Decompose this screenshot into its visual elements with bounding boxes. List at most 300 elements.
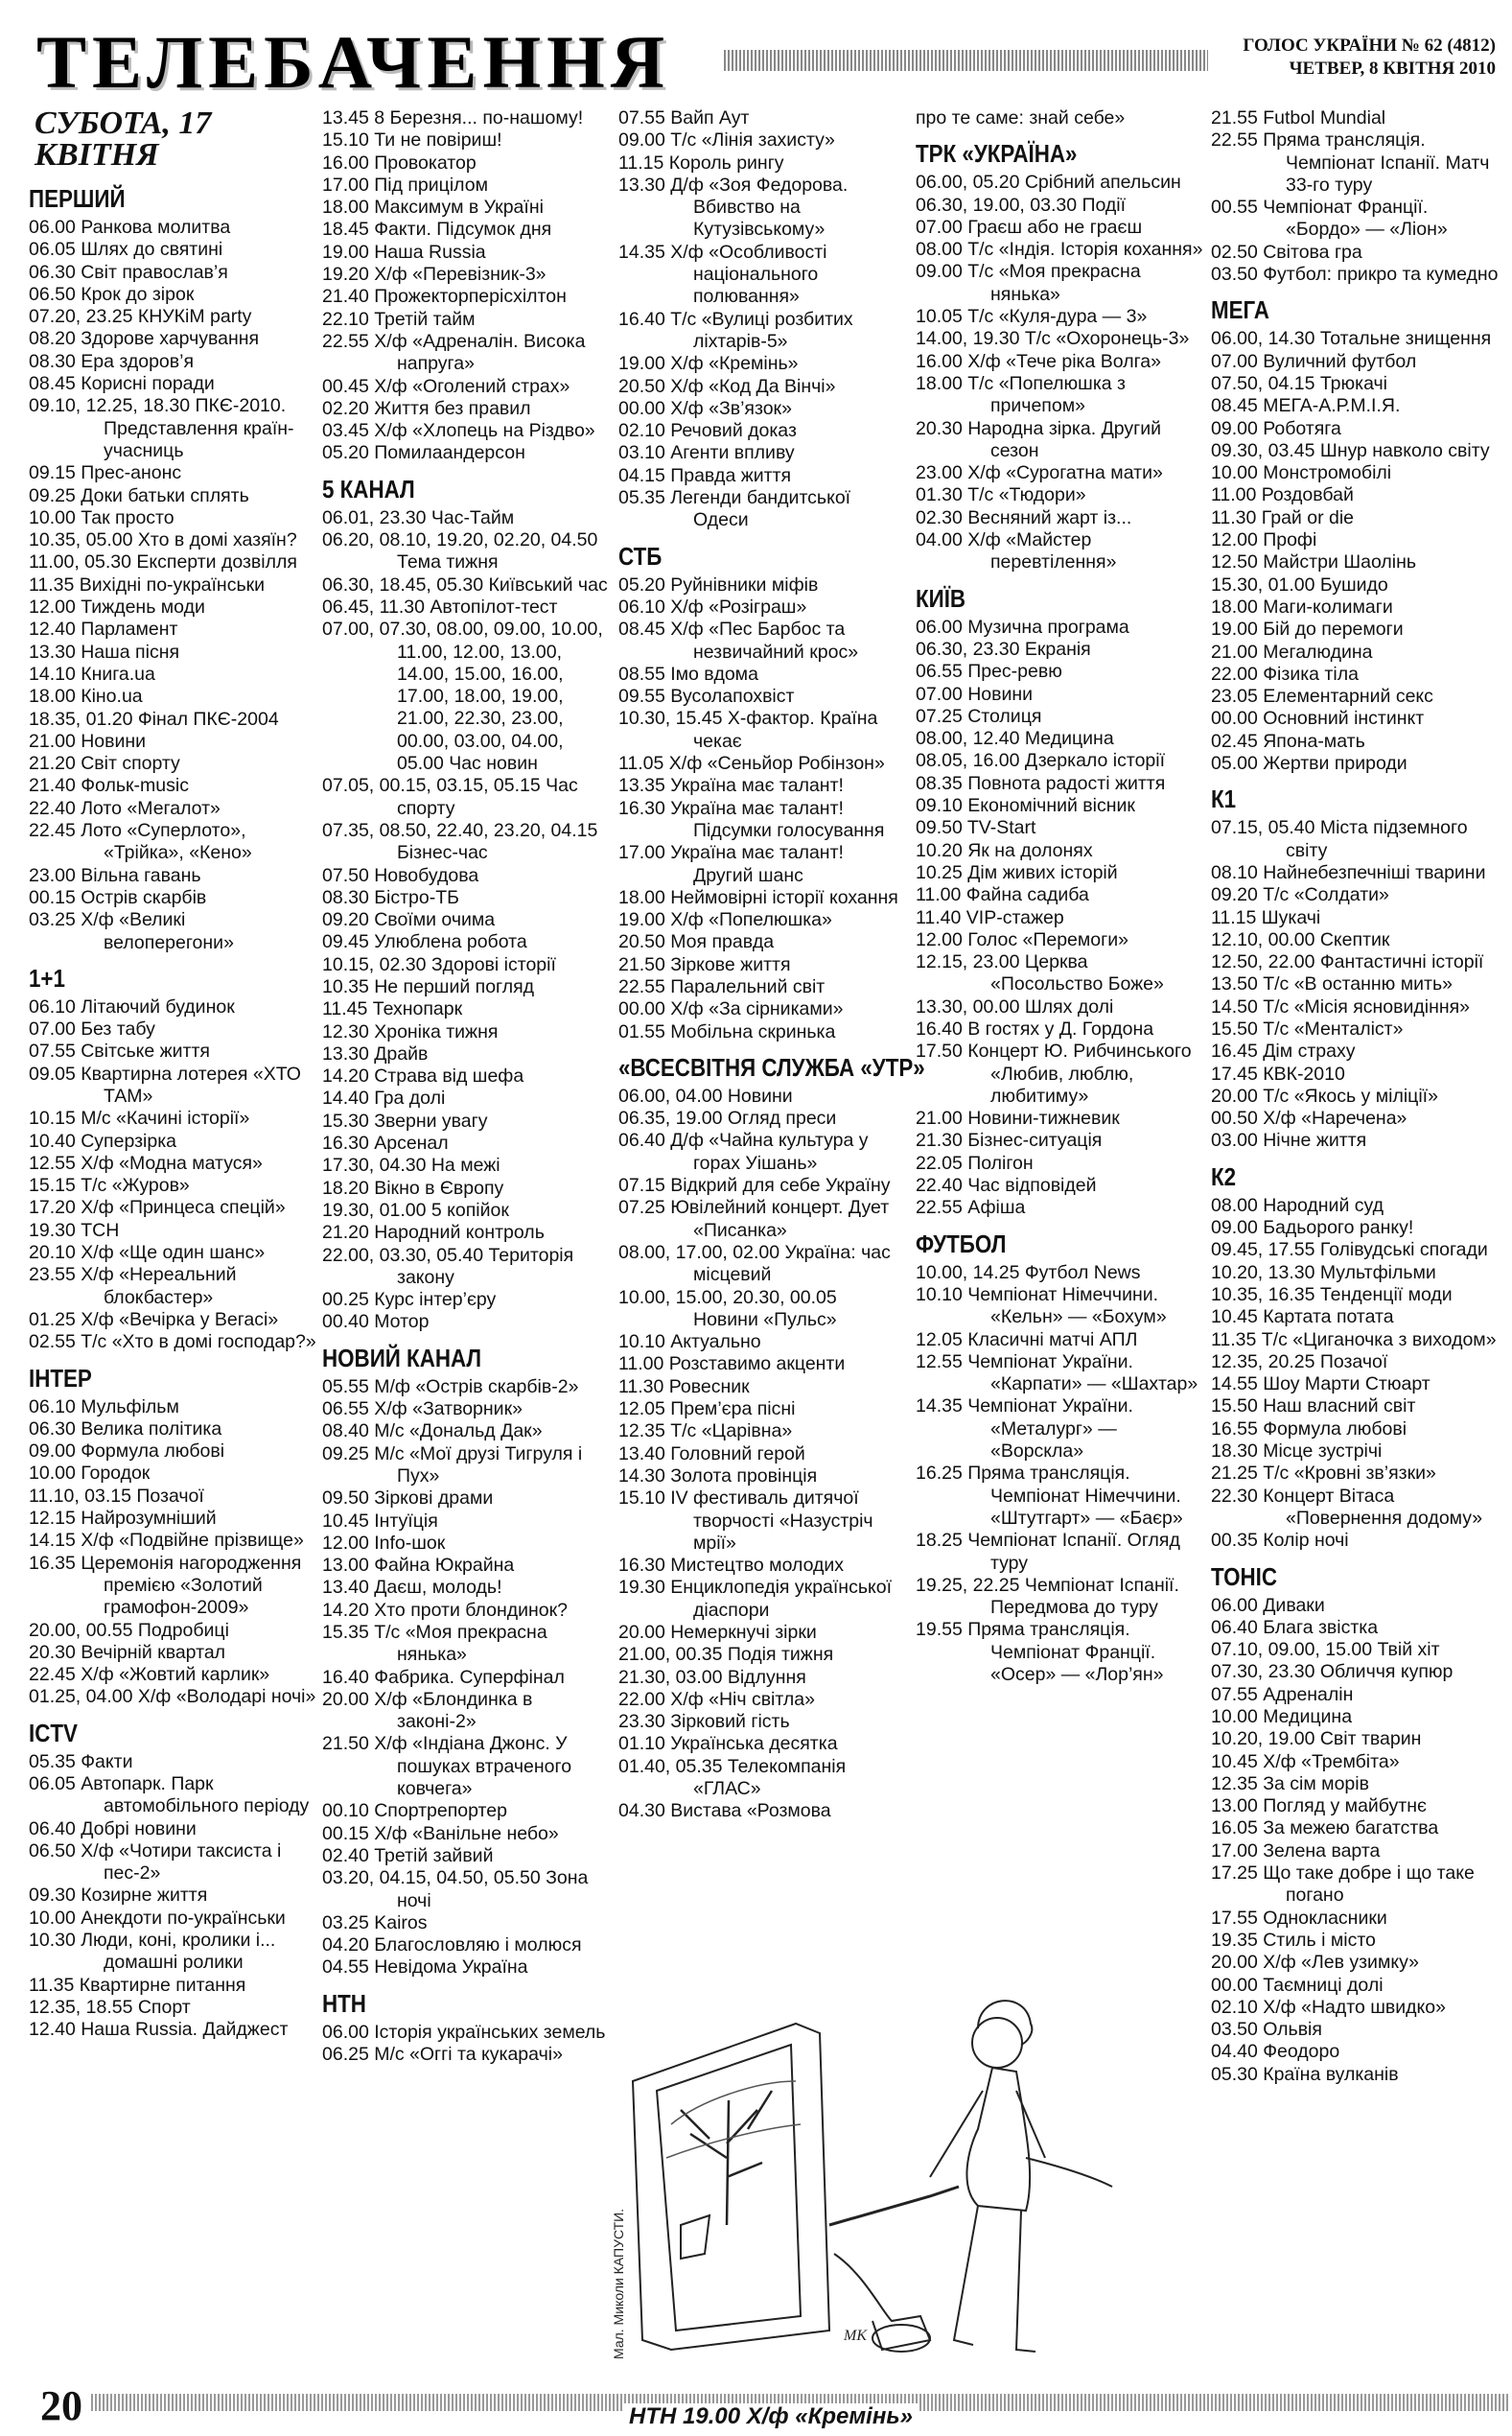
programme-row: 11.00, 05.30 Експерти дозвілля (29, 551, 297, 574)
programme-row: 02.10 Х/ф «Надто швидко» (1211, 1996, 1446, 2018)
programme-row: 00.00 Х/ф «За сірниками» (618, 998, 844, 1020)
programme-row: 12.00 Голос «Перемоги» (916, 928, 1128, 950)
programme-row: 06.40 Д/ф «Чайна культура у горах Уішань» (618, 1130, 869, 1174)
programme-row: 07.00 Без табу (29, 1019, 155, 1041)
programme-row: 20.50 Моя правда (618, 931, 775, 953)
programme-row: 07.00, 07.30, 08.00, 09.00, 10.00, 11.00, 12.00, 13.00, 14.00, 15.00, 16.00, 17.00, 18.00, 19.00, 21.00, 22.30, 23.00, 00.00, 03.00, 04.00, 05.00 Час новин (322, 619, 603, 775)
programme-row: 06.00, 05.20 Срібний апельсин (916, 172, 1181, 194)
programme-row: 07.25 Ювілейний концерт. Дует «Писанка» (618, 1197, 890, 1241)
programme-row: 13.45 8 Березня... по-нашому! (322, 107, 584, 129)
programme-row: про те саме: знай себе» (916, 107, 1126, 129)
programme-row: 15.35 Т/с «Моя прекрасна нянька» (322, 1622, 547, 1666)
programme-row: 08.35 Повнота радості життя (916, 772, 1166, 794)
page-number: 20 (40, 2382, 90, 2430)
programme-row: 08.20 Здорове харчування (29, 328, 260, 350)
programme-row: 14.55 Шоу Марти Стюарт (1211, 1373, 1431, 1395)
programme-row: 21.40 Прожекторперісхілтон (322, 286, 567, 308)
programme-row: 10.00, 15.00, 20.30, 00.05 Новини «Пульс» (618, 1286, 837, 1330)
programme-row: 18.00 Максимум в Україні (322, 197, 544, 219)
programme-row: 07.50, 04.15 Трюкачі (1211, 372, 1388, 394)
programme-row: 16.40 Фабрика. Суперфінал (322, 1666, 565, 1688)
programme-row: 14.15 Х/ф «Подвійне прізвище» (29, 1530, 304, 1552)
programme-row: 08.05, 16.00 Дзеркало історії (916, 750, 1166, 772)
programme-row: 06.05 Шлях до святині (29, 239, 223, 261)
programme-row: 06.00 Ранкова молитва (29, 217, 231, 238)
channel-heading: ПЕРШИЙ (29, 184, 126, 213)
page-footer (0, 2384, 1512, 2436)
programme-row: 16.55 Формула любові (1211, 1417, 1407, 1440)
programme-row: 08.55 Імо вдома (618, 663, 758, 685)
programme-row: 08.00 Народний суд (1211, 1194, 1384, 1216)
programme-row: 05.30 Країна вулканів (1211, 2063, 1399, 2085)
programme-row: 19.20 Х/ф «Перевізник-3» (322, 264, 547, 286)
programme-row: 10.00 Медицина (1211, 1706, 1353, 1727)
programme-row: 08.10 Найнебезпечніші тварини (1211, 861, 1486, 883)
programme-row: 16.00 Х/ф «Тече ріка Волга» (916, 350, 1161, 372)
programme-row: 11.00 Розставимо акценти (618, 1353, 846, 1375)
programme-row: 09.25 Доки батьки сплять (29, 484, 249, 506)
masthead-rule (724, 50, 1208, 71)
programme-row: 11.05 Х/ф «Сеньйор Робінзон» (618, 753, 885, 775)
programme-row: 07.55 Світське життя (29, 1041, 210, 1063)
programme-row: 22.45 Х/ф «Жовтий карлик» (29, 1664, 270, 1686)
programme-row: 20.00 Т/с «Якось у міліції» (1211, 1085, 1438, 1107)
programme-row: 11.35 Квартирне питання (29, 1974, 246, 1996)
programme-row: 05.35 Факти (29, 1750, 133, 1772)
programme-row: 12.50, 22.00 Фантастичні історії (1211, 951, 1484, 973)
programme-row: 21.50 Х/ф «Індіана Джонс. У пошуках втраченого ковчега» (322, 1733, 572, 1800)
programme-row: 06.40 Блага звістка (1211, 1616, 1379, 1638)
programme-row: 15.30 Зверни увагу (322, 1110, 488, 1132)
programme-row: 06.30 Велика політика (29, 1417, 222, 1440)
programme-row: 18.45 Факти. Підсумок дня (322, 219, 552, 241)
programme-row: 00.35 Колір ночі (1211, 1530, 1349, 1552)
programme-row: 09.20 Своїми очима (322, 909, 496, 931)
programme-row: 11.30 Ровесник (618, 1375, 750, 1397)
programme-row: 08.45 Корисні поради (29, 373, 215, 395)
schedule-column-1 (29, 107, 316, 2042)
programme-row: 17.00 Під прицілом (322, 174, 489, 196)
channel-heading: ФУТБОЛ (916, 1229, 1007, 1258)
programme-row: 09.10, 12.25, 18.30 ПКЄ-2010. Представлення країн-учасниць (29, 395, 294, 461)
programme-row: 08.45 Х/ф «Пес Барбос та незвичайний крос» (618, 619, 859, 663)
programme-row: 16.40 В гостях у Д. Гордона (916, 1018, 1154, 1040)
programme-row: 16.40 Т/с «Вулиці розбитих ліхтарів-5» (618, 308, 853, 352)
programme-row: 09.00 Бадьорого ранку! (1211, 1217, 1414, 1239)
programme-row: 10.35 Не перший погляд (322, 975, 535, 997)
programme-row: 23.00 Вільна гавань (29, 864, 201, 886)
programme-row: 09.45, 17.55 Голівудські спогади (1211, 1239, 1488, 1261)
programme-row: 21.40 Фольк-music (29, 775, 189, 797)
programme-row: 16.45 Дім страху (1211, 1041, 1356, 1063)
programme-row: 00.00 Х/ф «Зв’язок» (618, 397, 792, 419)
programme-row: 01.10 Українська десятка (618, 1733, 838, 1755)
programme-row: 00.15 Острів скарбів (29, 886, 207, 908)
programme-row: 18.00 Т/с «Попелюшка з причепом» (916, 372, 1126, 417)
programme-row: 22.45 Лото «Суперлото», «Трійка», «Кено» (29, 820, 252, 864)
programme-row: 03.50 Ольвія (1211, 2019, 1322, 2041)
programme-row: 15.15 Т/с «Журов» (29, 1175, 190, 1197)
programme-row: 09.25 М/с «Мої друзі Тигруля і Пух» (322, 1442, 583, 1487)
programme-row: 08.40 М/с «Дональд Дак» (322, 1420, 543, 1442)
programme-row: 20.00 Х/ф «Лев узимку» (1211, 1952, 1419, 1974)
programme-row: 12.35, 20.25 Позачої (1211, 1350, 1388, 1372)
issue-info (1243, 35, 1496, 81)
programme-row: 08.00, 17.00, 02.00 Україна: час місцевий (618, 1241, 891, 1286)
programme-row: 22.40 Час відповідей (916, 1175, 1097, 1197)
programme-row: 06.00 Історія українських земель (322, 2021, 606, 2043)
programme-row: 12.10, 00.00 Скептик (1211, 928, 1390, 950)
programme-row: 07.10, 09.00, 15.00 Твій хіт (1211, 1639, 1440, 1661)
programme-row: 12.00 Info-шок (322, 1532, 446, 1554)
programme-row: 08.30 Ера здоров’я (29, 350, 195, 372)
programme-row: 15.30, 01.00 Бушидо (1211, 574, 1388, 596)
programme-row: 17.00 Україна має талант! Другий шанс (618, 842, 844, 886)
programme-row: 19.30 ТСН (29, 1219, 120, 1241)
programme-row: 21.50 Зіркове життя (618, 953, 791, 975)
programme-row: 07.00 Граєш або не граєш (916, 216, 1143, 238)
programme-row: 06.20, 08.10, 19.20, 02.20, 04.50 Тема тижня (322, 529, 598, 574)
programme-row: 02.55 Т/с «Хто в домі господар?» (29, 1331, 316, 1353)
programme-row: 00.15 Х/ф «Ванільне небо» (322, 1822, 559, 1844)
programme-row: 12.05 Класичні матчі АПЛ (916, 1328, 1138, 1350)
programme-row: 22.55 Афіша (916, 1197, 1026, 1219)
programme-row: 12.40 Парламент (29, 619, 178, 641)
programme-row: 13.35 Україна має талант! (618, 775, 844, 797)
channel-heading: К2 (1211, 1161, 1237, 1191)
programme-row: 16.35 Церемонія нагородження премією «Золотий грамофон-2009» (29, 1552, 302, 1619)
programme-row: 16.00 Провокатор (322, 152, 477, 174)
programme-row: 06.50 Крок до зірок (29, 283, 195, 305)
programme-row: 10.20, 13.30 Мультфільми (1211, 1261, 1436, 1283)
programme-row: 17.55 Однокласники (1211, 1907, 1387, 1929)
programme-row: 06.10 Літаючий будинок (29, 995, 235, 1018)
schedule-column-4 (916, 107, 1203, 1686)
programme-row: 07.25 Столиця (916, 705, 1042, 727)
schedule-column-5 (1211, 107, 1499, 2086)
programme-row: 18.30 Місце зустрічі (1211, 1441, 1383, 1463)
programme-row: 19.35 Стиль і місто (1211, 1929, 1376, 1951)
programme-row: 10.00 Монстромобілі (1211, 462, 1392, 484)
programme-row: 13.00 Погляд у майбутнє (1211, 1795, 1427, 1817)
programme-row: 21.20 Народний контроль (322, 1222, 545, 1244)
programme-row: 19.00 Бій до перемоги (1211, 619, 1404, 641)
programme-row: 11.30 Грай or die (1211, 506, 1355, 528)
programme-row: 23.05 Елементарний секс (1211, 686, 1433, 708)
programme-row: 11.00 Роздовбай (1211, 484, 1354, 506)
programme-row: 19.00 Наша Russia (322, 241, 486, 263)
programme-row: 02.10 Речовий доказ (618, 420, 797, 442)
programme-row: 08.00, 12.40 Медицина (916, 728, 1114, 750)
programme-row: 14.40 Гра долі (322, 1088, 446, 1110)
programme-row: 22.55 Паралельний світ (618, 975, 826, 997)
programme-row: 18.35, 01.20 Фінал ПКЄ-2004 (29, 708, 279, 730)
channel-heading: 1+1 (29, 963, 65, 993)
programme-row: 01.25, 04.00 Х/ф «Володарі ночі» (29, 1686, 316, 1708)
programme-row: 06.50 Х/ф «Чотири таксиста і пес-2» (29, 1839, 282, 1885)
programme-row: 13.30, 00.00 Шлях долі (916, 995, 1114, 1018)
programme-row: 18.00 Неймовірні історії кохання (618, 886, 898, 908)
programme-row: 23.30 Зірковий гість (618, 1711, 790, 1733)
programme-row: 07.15, 05.40 Міста підземного світу (1211, 817, 1468, 861)
programme-row: 07.30, 23.30 Обличчя купюр (1211, 1661, 1454, 1683)
programme-row: 06.30, 18.45, 05.30 Київський час (322, 574, 608, 596)
programme-row: 22.00 Фізика тіла (1211, 663, 1359, 685)
programme-row: 17.25 Що таке добре і що таке погано (1211, 1862, 1475, 1907)
channel-heading: ТРК «УКРАЇНА» (916, 139, 1078, 169)
programme-row: 11.15 Шукачі (1211, 906, 1321, 928)
programme-row: 07.00 Вуличний футбол (1211, 350, 1417, 372)
programme-row: 06.01, 23.30 Час-Тайм (322, 506, 515, 528)
programme-row: 11.00 Файна садиба (916, 884, 1089, 906)
programme-row: 05.55 М/ф «Острів скарбів-2» (322, 1375, 579, 1397)
paper-issue: ГОЛОС УКРАЇНИ № 62 (4812) (1243, 35, 1496, 56)
programme-row: 06.00, 14.30 Тотальне знищення (1211, 328, 1492, 350)
programme-row: 16.30 Україна має талант! Підсумки голосування (618, 797, 885, 841)
programme-row: 21.00, 00.35 Подія тижня (618, 1644, 834, 1666)
programme-row: 19.25, 22.25 Чемпіонат Іспанії. Передмова до туру (916, 1574, 1179, 1619)
programme-row: 11.40 VIP-стажер (916, 906, 1064, 928)
programme-row: 00.25 Курс інтер’єру (322, 1289, 497, 1311)
schedule-column-2 (322, 107, 610, 2066)
programme-row: 22.55 Пряма трансляція. Чемпіонат Іспанії. Матч 33-го туру (1211, 129, 1490, 196)
programme-row: 00.40 Мотор (322, 1311, 430, 1333)
programme-row: 19.30, 01.00 5 копійок (322, 1199, 509, 1221)
programme-row: 10.00 Так просто (29, 506, 174, 528)
programme-row: 10.00 Анекдоти по-українськи (29, 1907, 286, 1929)
programme-row: 22.00, 03.30, 05.40 Територія закону (322, 1244, 574, 1288)
programme-row: 00.45 Х/ф «Оголений страх» (322, 375, 570, 397)
programme-row: 07.15 Відкрий для себе Україну (618, 1175, 891, 1197)
programme-row: 21.25 Т/с «Кровні зв’язки» (1211, 1463, 1436, 1485)
programme-row: 18.00 Маги-колимаги (1211, 596, 1393, 618)
programme-row: 17.00 Зелена варта (1211, 1839, 1381, 1862)
programme-row: 01.55 Мобільна скринька (618, 1020, 836, 1042)
channel-heading: ICTV (29, 1718, 78, 1747)
programme-row: 21.55 Futbol Mundial (1211, 107, 1386, 129)
programme-row: 09.00 Роботяга (1211, 417, 1341, 439)
programme-row: 09.15 Прес-анонс (29, 462, 182, 484)
programme-row: 06.05 Автопарк. Парк автомобільного періоду (29, 1773, 310, 1817)
programme-row: 10.00 Городок (29, 1463, 151, 1485)
programme-row: 10.30, 15.45 Х-фактор. Країна чекає (618, 708, 878, 752)
programme-row: 17.20 Х/ф «Принцеса спецій» (29, 1197, 286, 1219)
programme-row: 09.50 Зіркові драми (322, 1487, 494, 1510)
programme-row: 11.35 Вихідні по-українськи (29, 574, 266, 596)
channel-heading: СТБ (618, 541, 663, 571)
programme-row: 06.10 Х/ф «Розіграш» (618, 596, 807, 618)
programme-row: 16.30 Арсенал (322, 1133, 449, 1155)
programme-row: 03.10 Агенти впливу (618, 442, 795, 464)
programme-row: 17.45 КВК-2010 (1211, 1063, 1345, 1085)
programme-row: 00.10 Спортрепортер (322, 1800, 507, 1822)
programme-row: 02.50 Світова гра (1211, 241, 1362, 263)
programme-row: 01.40, 05.35 Телекомпанія «ГЛАС» (618, 1755, 847, 1800)
programme-row: 04.15 Правда життя (618, 464, 792, 486)
programme-row: 14.35 Чемпіонат України. «Металург» — «Ворскла» (916, 1395, 1133, 1463)
programme-row: 09.10 Економічний вісник (916, 795, 1135, 817)
programme-row: 06.00 Диваки (1211, 1594, 1325, 1616)
programme-row: 03.00 Нічне життя (1211, 1130, 1367, 1152)
programme-row: 15.50 Т/с «Менталіст» (1211, 1018, 1404, 1040)
programme-row: 22.40 Лото «Мегалот» (29, 797, 221, 819)
programme-row: 12.50 Майстри Шаолінь (1211, 551, 1417, 574)
programme-row: 06.45, 11.30 Автопілот-тест (322, 596, 558, 618)
programme-row: 06.10 Мульфільм (29, 1395, 179, 1417)
programme-row: 13.30 Драйв (322, 1042, 429, 1065)
programme-row: 15.50 Наш власний світ (1211, 1395, 1416, 1417)
programme-row: 08.30 Бістро-ТБ (322, 886, 459, 908)
programme-row: 12.35, 18.55 Спорт (29, 1996, 191, 2018)
programme-row: 22.55 Х/ф «Адреналін. Висока напруга» (322, 330, 586, 375)
programme-row: 22.30 Концерт Вітаса «Повернення додому» (1211, 1485, 1483, 1529)
programme-row: 09.45 Улюблена робота (322, 931, 527, 953)
programme-row: 15.10 IV фестиваль дитячої творчості «Назустріч мрії» (618, 1487, 873, 1554)
programme-row: 09.05 Квартирна лотерея «ХТО ТАМ» (29, 1063, 301, 1107)
programme-row: 09.50 TV-Start (916, 817, 1036, 839)
programme-row: 10.35, 05.00 Хто в домі хазяїн? (29, 529, 297, 551)
channel-heading: «ВСЕСВІТНЯ СЛУЖБА «УТР» (618, 1052, 925, 1082)
programme-row: 05.35 Легенди бандитської Одеси (618, 487, 851, 531)
programme-row: 07.05, 00.15, 03.15, 05.15 Час спорту (322, 775, 578, 819)
programme-row: 19.55 Пряма трансляція. Чемпіонат Франції. «Осер» — «Лор’ян» (916, 1619, 1164, 1685)
programme-row: 10.45 Інтуїція (322, 1510, 438, 1532)
programme-row: 04.30 Вистава «Розмова (618, 1800, 831, 1822)
programme-row: 12.35 За сім морів (1211, 1772, 1369, 1794)
channel-heading: ІНТЕР (29, 1363, 92, 1393)
channel-heading: НТН (322, 1988, 366, 2018)
programme-row: 20.10 Х/ф «Ще один шанс» (29, 1242, 266, 1264)
programme-row: 06.55 Прес-ревю (916, 661, 1062, 683)
section-title: ТЕЛЕБАЧЕННЯ (36, 20, 671, 104)
programme-row: 14.35 Х/ф «Особливості національного полювання» (618, 241, 827, 308)
programme-row: 03.45 Х/ф «Хлопець на Різдво» (322, 420, 595, 442)
programme-row: 10.00, 14.25 Футбол News (916, 1261, 1141, 1283)
programme-row: 05.20 Помилаандерсон (322, 442, 525, 464)
programme-row: 02.20 Життя без правил (322, 397, 531, 419)
programme-row: 09.30 Козирне життя (29, 1885, 208, 1907)
programme-row: 10.20 Як на долонях (916, 839, 1093, 861)
programme-row: 10.10 Актуально (618, 1331, 761, 1353)
programme-row: 21.30 Бізнес-ситуація (916, 1130, 1103, 1152)
programme-row: 13.40 Даєш, молодь! (322, 1577, 502, 1599)
programme-row: 03.25 Kairos (322, 1911, 428, 1933)
programme-row: 14.10 Книга.ua (29, 663, 155, 685)
programme-row: 23.00 Х/ф «Сурогатна мати» (916, 462, 1163, 484)
programme-row: 12.55 Чемпіонат України. «Карпати» — «Шахтар» (916, 1350, 1198, 1395)
programme-row: 10.35, 16.35 Тенденції моди (1211, 1283, 1453, 1305)
programme-row: 04.40 Феодоро (1211, 2041, 1340, 2063)
programme-row: 02.30 Весняний жарт із... (916, 506, 1132, 528)
programme-row: 07.55 Вайп Аут (618, 107, 750, 129)
programme-row: 11.45 Технопарк (322, 998, 463, 1020)
channel-heading: ТОНІС (1211, 1561, 1278, 1591)
programme-row: 06.25 М/с «Оггі та кукарачі» (322, 2044, 563, 2066)
programme-row: 20.30 Вечірній квартал (29, 1641, 226, 1663)
programme-row: 01.30 Т/с «Тюдори» (916, 484, 1086, 506)
programme-row: 11.10, 03.15 Позачої (29, 1485, 204, 1507)
programme-row: 08.45 МЕГА-А.Р.М.І.Я. (1211, 395, 1401, 417)
programme-row: 16.25 Пряма трансляція. Чемпіонат Німеччини. «Штутгарт» — «Баєр» (916, 1463, 1183, 1529)
programme-row: 20.00 Немеркнучі зірки (618, 1622, 817, 1643)
programme-row: 09.20 Т/с «Солдати» (1211, 884, 1389, 906)
day-heading: СУБОТА, 17 КВІТНЯ (35, 105, 212, 173)
programme-row: 23.55 Х/ф «Нереальний блокбастер» (29, 1264, 237, 1308)
programme-row: 08.00 Т/с «Індія. Історія кохання» (916, 239, 1203, 261)
programme-row: 12.40 Наша Russia. Дайджест (29, 2019, 289, 2041)
programme-row: 14.50 Т/с «Місія ясновидіння» (1211, 995, 1471, 1018)
programme-row: 04.00 Х/ф «Майстер перевтілення» (916, 529, 1117, 574)
programme-row: 06.00 Музична програма (916, 616, 1129, 638)
programme-row: 20.30 Народна зірка. Другий сезон (916, 417, 1162, 461)
programme-row: 17.50 Концерт Ю. Рибчинського «Любив, люблю, любитиму» (916, 1041, 1192, 1107)
programme-row: 12.55 Х/ф «Модна матуся» (29, 1152, 263, 1174)
programme-row: 11.35 Т/с «Циганочка з виходом» (1211, 1328, 1497, 1350)
programme-row: 10.45 Х/ф «Трембіта» (1211, 1750, 1400, 1772)
programme-row: 06.55 Х/ф «Затворник» (322, 1398, 523, 1420)
programme-row: 19.00 Х/ф «Кремінь» (618, 353, 799, 375)
programme-row: 16.30 Мистецтво молодих (618, 1555, 845, 1577)
programme-row: 09.00 Т/с «Моя прекрасна нянька» (916, 261, 1141, 305)
programme-row: 16.05 За межею багатства (1211, 1817, 1439, 1839)
programme-row: 13.40 Головний герой (618, 1442, 805, 1464)
issue-date: ЧЕТВЕР, 8 КВІТНЯ 2010 (1289, 59, 1496, 79)
programme-row: 13.30 Наша пісня (29, 641, 180, 663)
programme-row: 00.55 Чемпіонат Франції. «Бордо» — «Ліон» (1211, 197, 1448, 241)
schedule-column-3 (618, 107, 925, 1823)
channel-heading: 5 КАНАЛ (322, 474, 415, 504)
footer-promo: НТН 19.00 Х/ф «Кремінь» (623, 2403, 919, 2430)
programme-row: 05.20 Руйнівники міфів (618, 574, 819, 596)
cartoon-credit: Мал. Миколи КАПУСТИ. (611, 2208, 626, 2359)
programme-row: 09.55 Вусолапохвіст (618, 686, 795, 708)
programme-row: 20.00, 00.55 Подробиці (29, 1619, 229, 1641)
programme-row: 02.45 Япона-мать (1211, 730, 1365, 752)
channel-heading: КИЇВ (916, 583, 966, 613)
programme-row: 21.00 Новини-тижневик (916, 1108, 1120, 1130)
programme-row: 12.00 Тиждень моди (29, 597, 205, 619)
programme-row: 14.20 Страва від шефа (322, 1066, 524, 1088)
programme-row: 18.25 Чемпіонат Іспанії. Огляд туру (916, 1530, 1180, 1574)
programme-row: 12.15, 23.00 Церква «Посольство Боже» (916, 951, 1164, 995)
programme-row: 04.55 Невідома Україна (322, 1956, 528, 1979)
cartoon-illustration (611, 1937, 1160, 2369)
programme-row: 14.30 Золота провінція (618, 1464, 818, 1487)
programme-row: 12.30 Хроніка тижня (322, 1020, 499, 1042)
programme-row: 13.30 Д/ф «Зоя Федорова. Вбивство на Кутузівському» (618, 174, 849, 241)
programme-row: 00.00 Таємниці долі (1211, 1974, 1384, 1996)
programme-row: 12.35 Т/с «Царівна» (618, 1420, 793, 1442)
programme-row: 21.30, 03.00 Відлуння (618, 1666, 806, 1688)
programme-row: 10.45 Картата потата (1211, 1306, 1394, 1328)
channel-heading: НОВИЙ КАНАЛ (322, 1343, 482, 1372)
programme-row: 07.55 Адреналін (1211, 1683, 1354, 1705)
programme-row: 10.20, 19.00 Світ тварин (1211, 1728, 1422, 1750)
programme-row: 20.50 Х/ф «Код Да Вінчі» (618, 375, 836, 397)
programme-row: 10.10 Чемпіонат Німеччини. «Кельн» — «Бохум» (916, 1283, 1167, 1328)
programme-row: 17.30, 04.30 На межі (322, 1155, 500, 1177)
programme-row: 18.20 Вікно в Європу (322, 1177, 504, 1199)
programme-row: 10.25 Дім живих історій (916, 861, 1118, 883)
programme-row: 21.00 Новини (29, 730, 147, 752)
programme-row: 18.00 Кіно.ua (29, 686, 143, 708)
programme-row: 04.20 Благословляю і молюся (322, 1934, 582, 1956)
programme-row: 22.10 Третій тайм (322, 308, 476, 330)
programme-row: 06.35, 19.00 Огляд преси (618, 1108, 837, 1130)
programme-row: 06.30, 23.30 Екранія (916, 638, 1091, 660)
programme-row: 20.00 Х/ф «Блондинка в законі-2» (322, 1688, 533, 1733)
programme-row: 10.15 М/с «Качині історії» (29, 1108, 250, 1130)
